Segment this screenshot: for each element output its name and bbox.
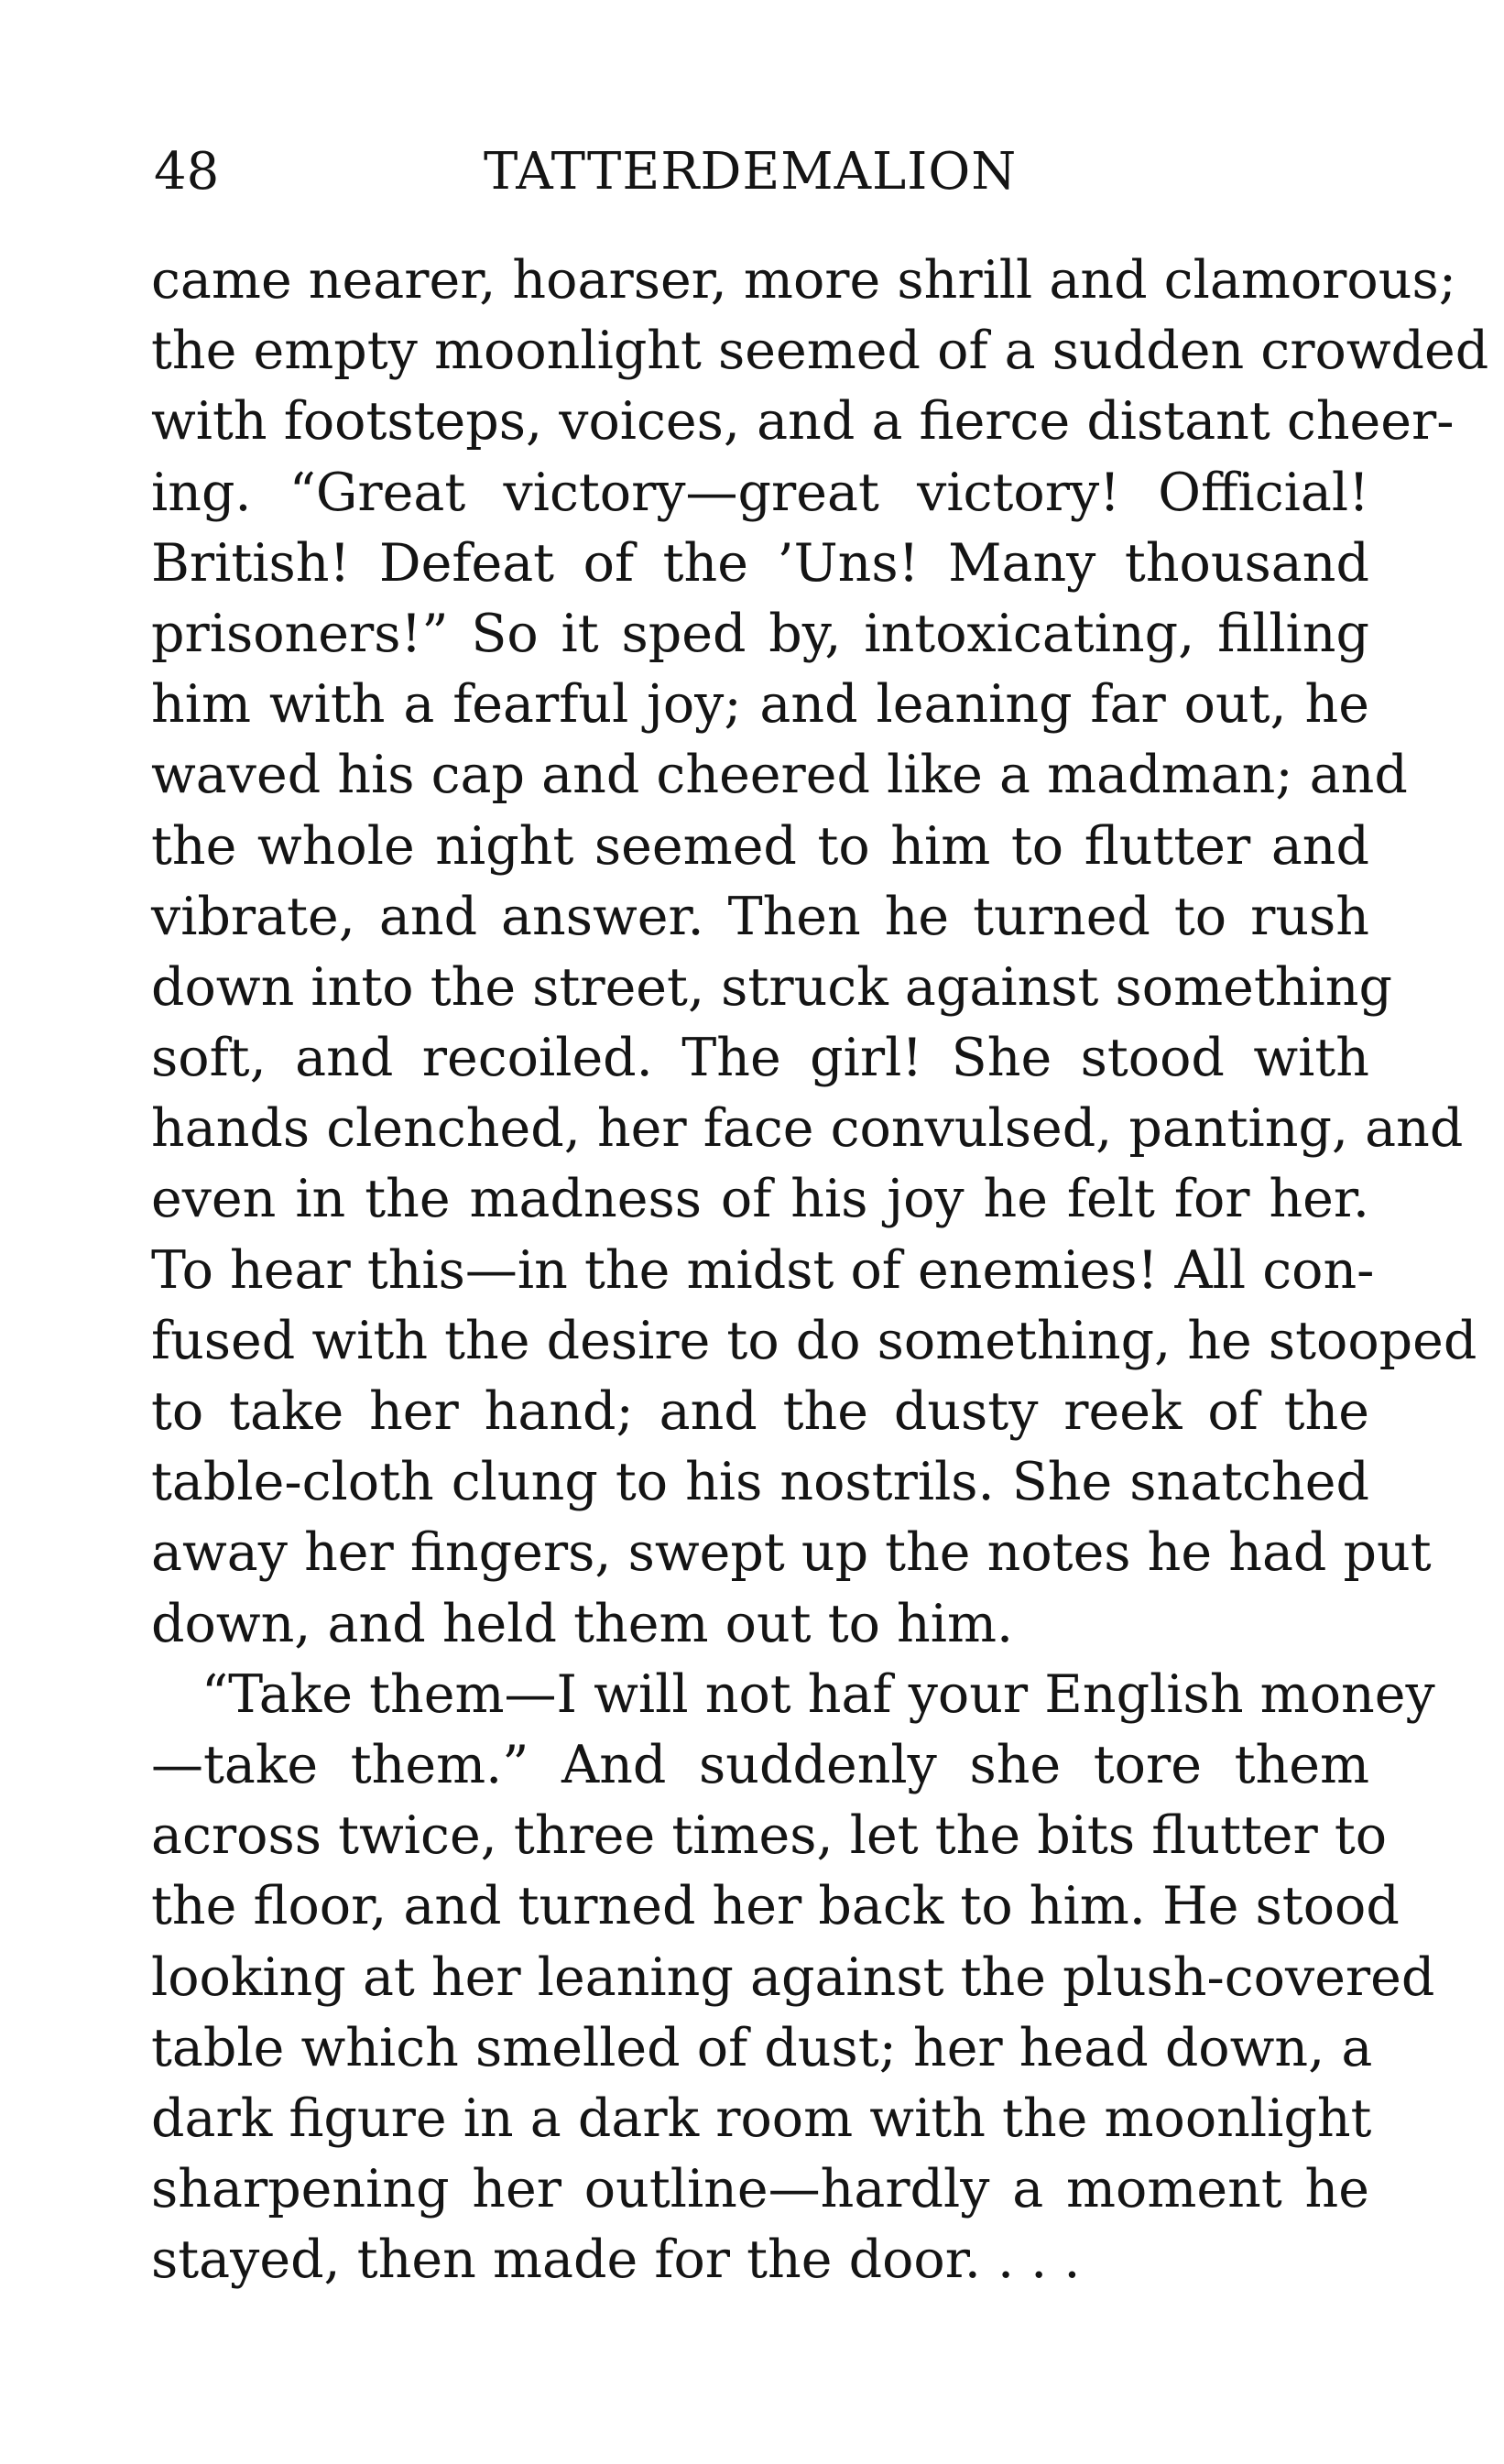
- paragraph-2: [151, 1660, 1435, 2296]
- text-line: table which smelled of dust; her head down, a: [151, 2017, 1373, 2078]
- running-head: [154, 136, 1345, 209]
- running-title: TATTERDEMALION: [484, 142, 1018, 202]
- text-line: came nearer, hoarser, more shrill and clamorous;: [151, 250, 1456, 311]
- text-line: prisoners!” So it sped by, intoxicating, filling: [151, 603, 1369, 664]
- text-line: ing. “Great victory—great victory! Official!: [151, 462, 1369, 523]
- text-line: sharpening her outline—hardly a moment he: [151, 2159, 1369, 2220]
- text-line: hands clenched, her face convulsed, panting, and: [151, 1098, 1464, 1160]
- text-line: down, and held them out to him.: [151, 1593, 1014, 1654]
- paragraph-1: [151, 245, 1489, 1660]
- text-line: soft, and recoiled. The girl! She stood with: [151, 1028, 1369, 1089]
- text-line: dark figure in a dark room with the moonlight: [151, 2088, 1372, 2149]
- text-line: the floor, and turned her back to him. He stood: [151, 1876, 1400, 1937]
- text-line: vibrate, and answer. Then he turned to rush: [151, 886, 1369, 947]
- text-line: —take them.” And suddenly she tore them: [151, 1734, 1369, 1795]
- text-line: to take her hand; and the dusty reek of the: [151, 1381, 1369, 1442]
- page-number: 48: [154, 142, 220, 202]
- text-line: stayed, then made for the door. . . .: [151, 2230, 1081, 2291]
- text-line: down into the street, struck against something: [151, 956, 1392, 1018]
- text-line: “Take them—I will not haf your English money: [202, 1663, 1435, 1725]
- text-line: looking at her leaning against the plush-covered: [151, 1946, 1435, 2008]
- text-line: even in the madness of his joy he felt for her.: [151, 1169, 1369, 1230]
- text-line: British! Defeat of the ’Uns! Many thousand: [151, 532, 1369, 594]
- text-line: the empty moonlight seemed of a sudden crowded: [151, 321, 1489, 382]
- text-line: fused with the desire to do something, he stooped: [151, 1310, 1477, 1371]
- text-line: away her fingers, swept up the notes he had put: [151, 1522, 1432, 1584]
- text-line: him with a fearful joy; and leaning far out, he: [151, 674, 1369, 736]
- text-line: table-cloth clung to his nostrils. She snatched: [151, 1452, 1369, 1513]
- text-line: waved his cap and cheered like a madman; and: [151, 745, 1408, 806]
- text-line: To hear this—in the midst of enemies! All con-: [151, 1239, 1375, 1301]
- text-line: with footsteps, voices, and a fierce distant cheer-: [151, 391, 1455, 452]
- text-line: the whole night seemed to him to flutter and: [151, 815, 1369, 877]
- text-line: across twice, three times, let the bits flutter to: [151, 1805, 1388, 1867]
- body-text: [151, 245, 1489, 2295]
